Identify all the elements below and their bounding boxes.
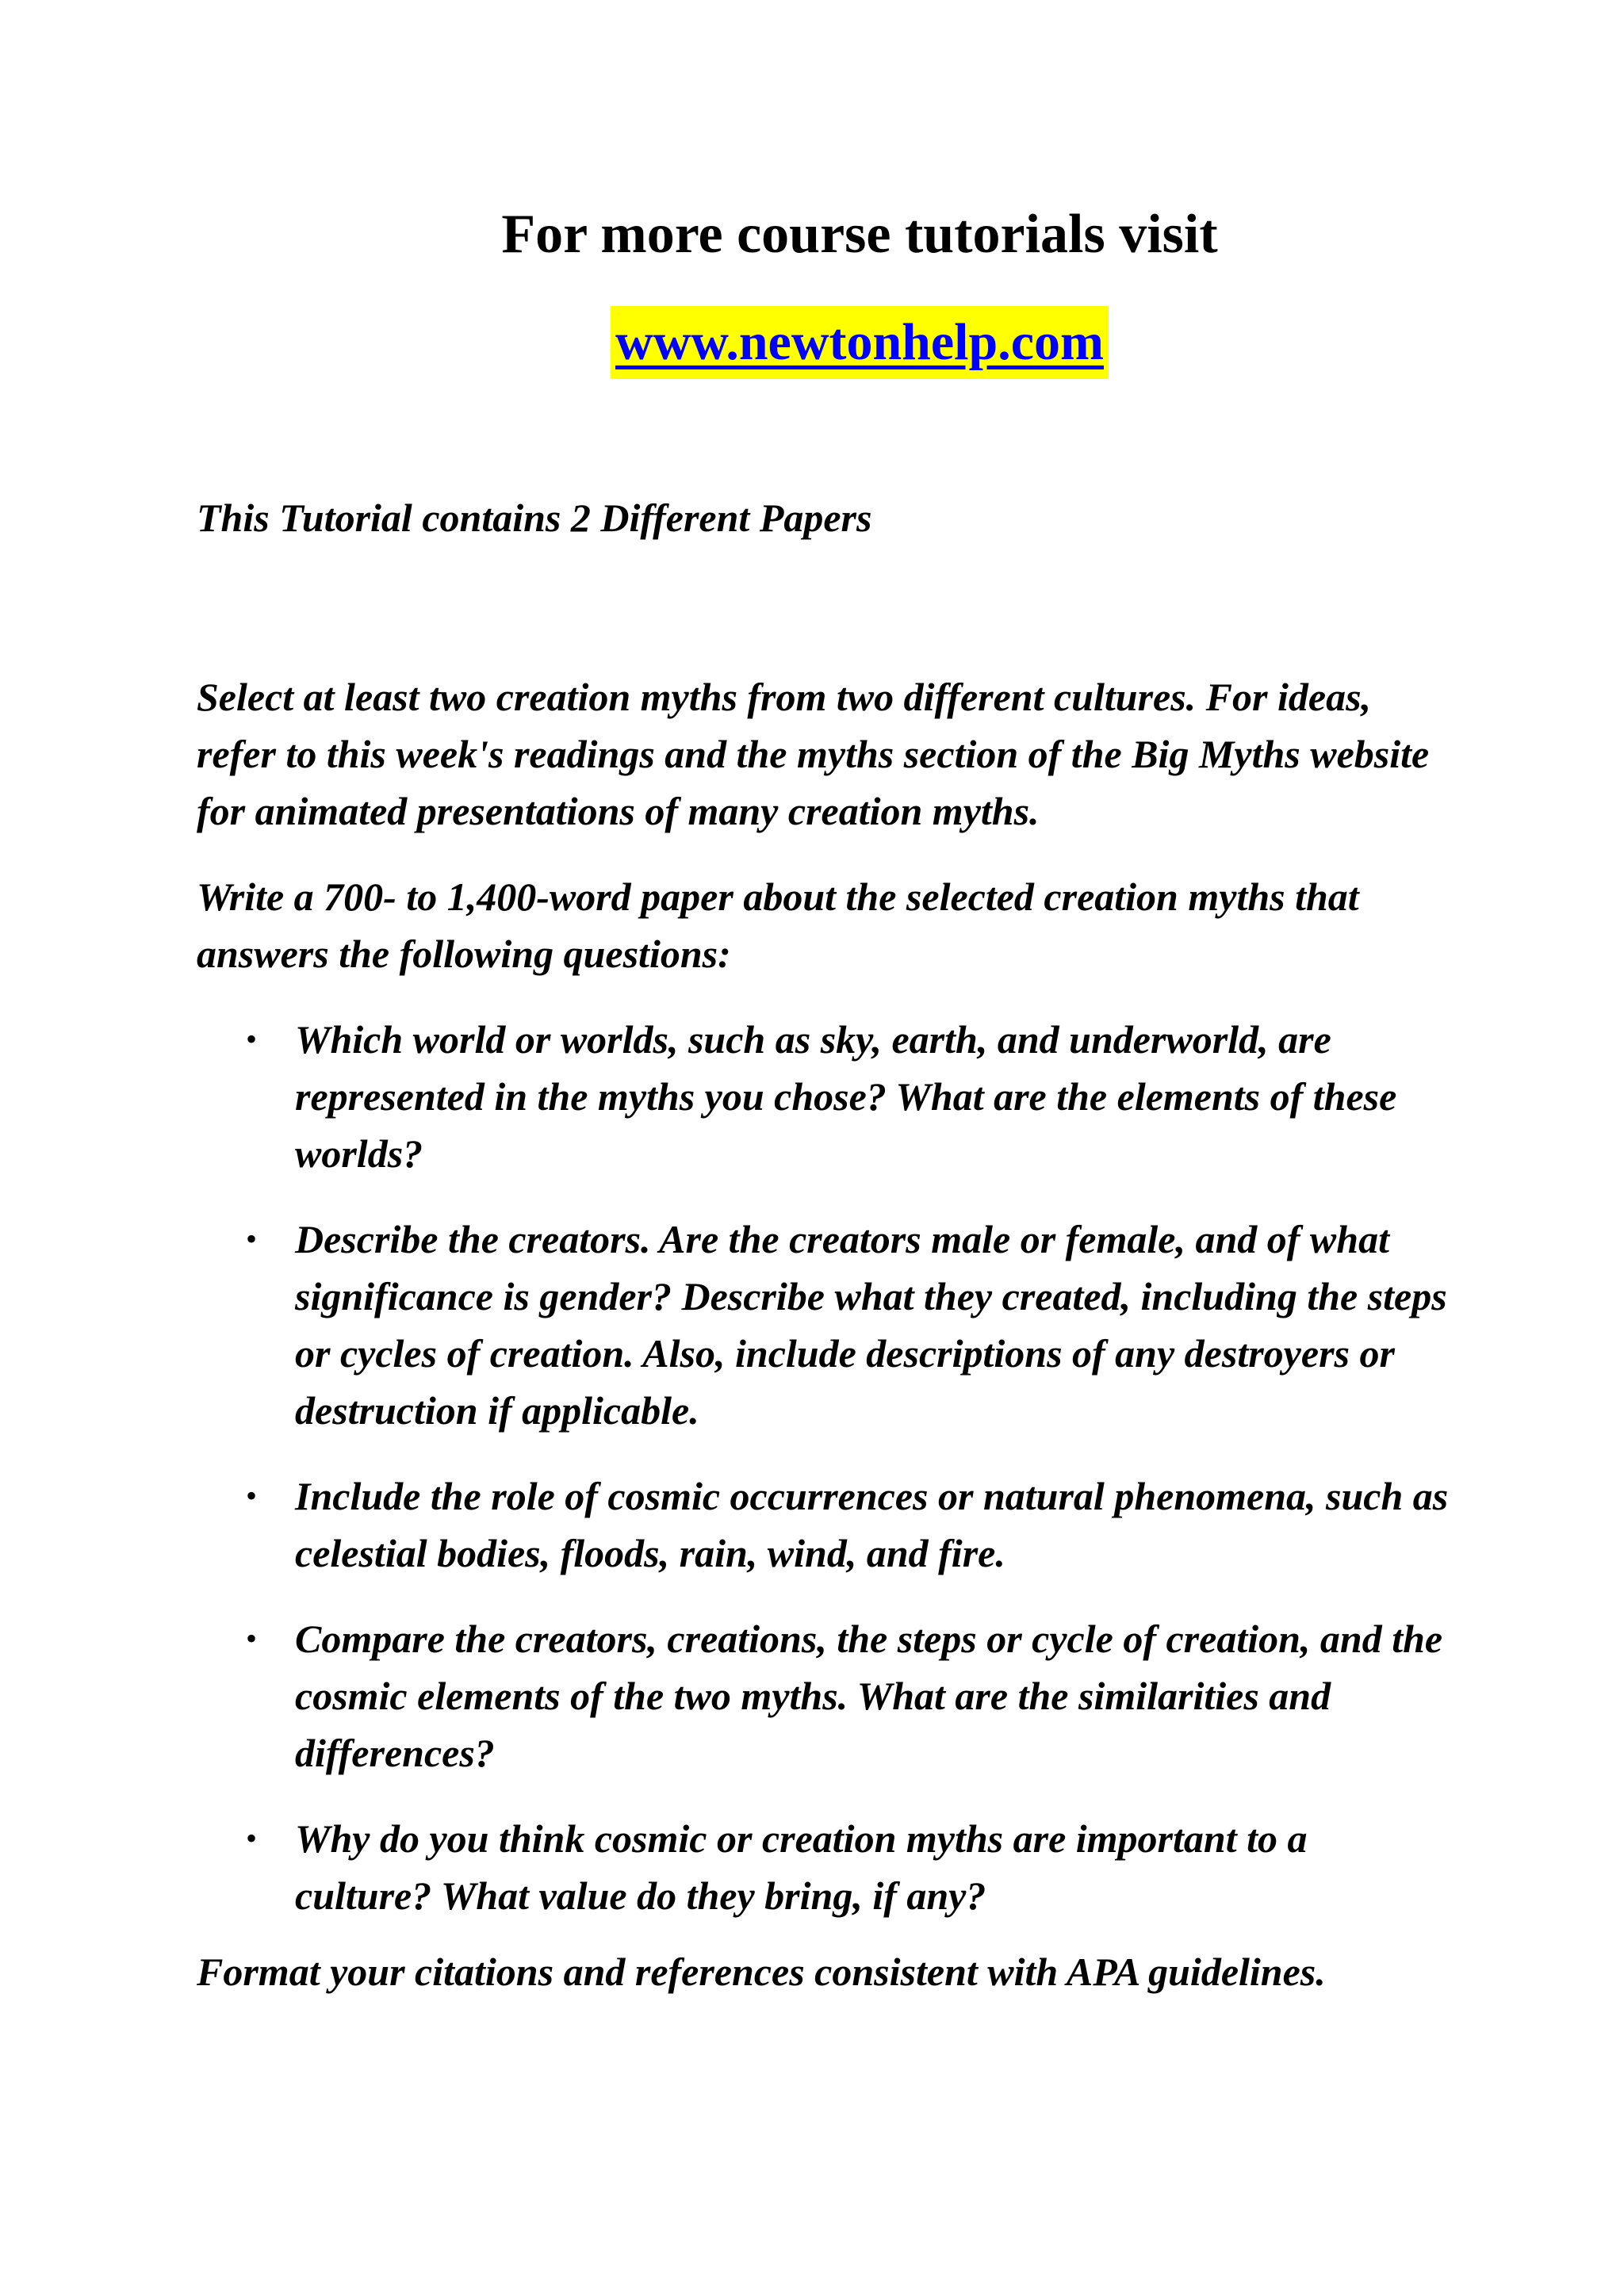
question-text: Compare the creators, creations, the steps or cycle of creation, and the cosmic elements of the two myths. What are the similarities and differences?	[295, 1617, 1443, 1775]
document-body	[197, 489, 1450, 2000]
list-item	[197, 1468, 1450, 1582]
bullet-icon: •	[246, 1478, 258, 1513]
list-item	[197, 1211, 1450, 1439]
question-text: Which world or worlds, such as sky, earth, and underworld, are represented in the myths you chose? What are the elements of these worlds?	[295, 1017, 1397, 1176]
bullet-icon: •	[246, 1221, 258, 1257]
tutorial-intro: This Tutorial contains 2 Different Papers	[197, 496, 872, 540]
bullet-icon: •	[246, 1621, 258, 1656]
question-text: Describe the creators. Are the creators male or female, and of what significance is gender? Describe what they created, including the steps or cycles of creation. Also, include descriptions of any destroyers or destruction if applicable.	[295, 1217, 1447, 1433]
bullet-icon: •	[246, 1820, 258, 1856]
question-text: Include the role of cosmic occurrences or natural phenomena, such as celestial bodies, floods, rain, wind, and fire.	[295, 1474, 1449, 1575]
header-link-container	[0, 306, 1624, 379]
list-item	[197, 1011, 1450, 1182]
list-item	[197, 1810, 1450, 1924]
list-item	[197, 1610, 1450, 1781]
question-text: Why do you think cosmic or creation myths are important to a culture? What value do they bring, if any?	[295, 1816, 1308, 1918]
closing-paragraph: Format your citations and references consistent with APA guidelines.	[197, 1950, 1326, 1994]
bullet-icon: •	[246, 1021, 258, 1057]
header-title: For more course tutorials visit	[501, 204, 1218, 265]
instructions-paragraph-2: Write a 700- to 1,400-word paper about the selected creation myths that answers the following questions:	[197, 874, 1359, 976]
website-link[interactable]: www.newtonhelp.com	[611, 306, 1109, 379]
questions-list	[197, 1011, 1450, 1924]
instructions-paragraph-1: Select at least two creation myths from two different cultures. For ideas, refer to this week's readings and the myths section of the Big Myths website for animated presentations of many creation myths.	[197, 675, 1430, 833]
